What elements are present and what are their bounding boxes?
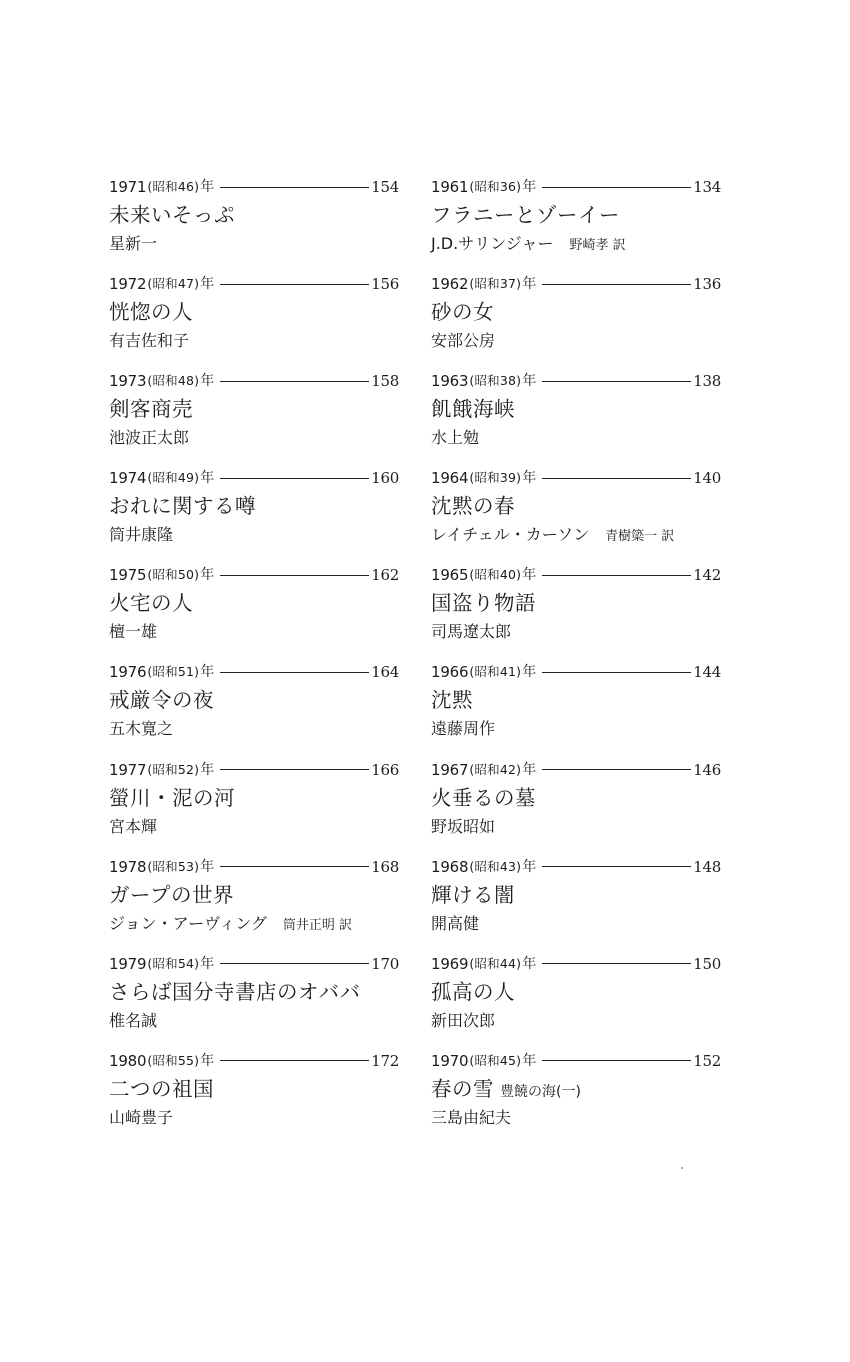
entry-year: 1964 xyxy=(431,469,469,488)
toc-entry[interactable] xyxy=(431,659,721,756)
entry-header xyxy=(431,465,721,491)
entry-nen: 年 xyxy=(522,567,537,584)
entry-nen: 年 xyxy=(522,1052,537,1069)
entry-translator: 筒井正明 訳 xyxy=(282,917,353,933)
entry-year: 1969 xyxy=(431,954,469,973)
entry-era: (昭和40) xyxy=(469,567,522,583)
toc-entry[interactable] xyxy=(109,368,399,465)
entry-page-number[interactable]: 148 xyxy=(693,857,721,876)
entry-year: 1962 xyxy=(431,275,469,294)
entry-nen: 年 xyxy=(200,664,215,681)
entry-author: レイチェル・カーソン xyxy=(431,525,590,545)
entry-author-row xyxy=(109,910,399,938)
leader-line xyxy=(220,866,369,867)
entry-header xyxy=(109,174,399,200)
entry-author-row xyxy=(109,715,399,743)
entry-header xyxy=(109,1048,399,1074)
entry-header xyxy=(431,271,721,297)
entry-title[interactable]: 砂の女 xyxy=(431,300,494,325)
toc-entry[interactable] xyxy=(431,368,721,465)
entry-title[interactable]: 孤高の人 xyxy=(431,979,515,1004)
entry-author-row xyxy=(431,715,721,743)
entry-author: 遠藤周作 xyxy=(431,719,496,739)
entry-page-number[interactable]: 172 xyxy=(371,1051,399,1070)
entry-era: (昭和49) xyxy=(147,470,200,486)
entry-author: 有吉佐和子 xyxy=(109,331,190,351)
toc-entry[interactable] xyxy=(109,174,399,271)
entry-nen: 年 xyxy=(200,761,215,778)
entry-header xyxy=(431,1048,721,1074)
entry-author: 野坂昭如 xyxy=(431,816,496,836)
entry-nen: 年 xyxy=(522,761,537,778)
leader-line xyxy=(542,381,691,382)
entry-nen: 年 xyxy=(200,179,215,195)
entry-title-row xyxy=(109,977,399,1007)
entry-page-number[interactable]: 166 xyxy=(371,760,399,779)
entry-year: 1968 xyxy=(431,857,469,876)
entry-header xyxy=(109,854,399,880)
entry-title[interactable]: 剣客商売 xyxy=(109,397,193,422)
entry-year: 1972 xyxy=(109,275,147,294)
entry-era: (昭和50) xyxy=(147,567,200,583)
entry-nen: 年 xyxy=(522,470,537,487)
entry-year: 1970 xyxy=(431,1051,469,1070)
speck-mark xyxy=(681,1167,683,1169)
toc-entry[interactable] xyxy=(431,271,721,368)
entry-title-row xyxy=(431,200,721,230)
entry-year: 1966 xyxy=(431,663,469,682)
entry-nen: 年 xyxy=(522,179,537,195)
entry-header xyxy=(431,951,721,977)
entry-era: (昭和55) xyxy=(147,1052,200,1068)
entry-nen: 年 xyxy=(200,276,215,293)
entry-author: ジョン・アーヴィング xyxy=(109,913,267,933)
entry-author: 池波正太郎 xyxy=(109,428,190,448)
entry-title-row xyxy=(109,880,399,910)
entry-nen: 年 xyxy=(200,373,215,390)
entry-author-row xyxy=(431,424,721,452)
entry-page-number[interactable]: 140 xyxy=(693,469,721,488)
entry-translator: 青樹簗一 訳 xyxy=(605,529,675,545)
toc-entry[interactable] xyxy=(431,174,721,271)
entry-title[interactable]: 戒厳令の夜 xyxy=(109,688,214,713)
entry-author-row xyxy=(109,1104,399,1132)
entry-header xyxy=(109,659,399,685)
leader-line xyxy=(220,284,369,285)
entry-title[interactable]: 春の雪 xyxy=(431,1076,494,1101)
toc-entry[interactable] xyxy=(109,562,399,659)
entry-header xyxy=(109,271,399,297)
entry-title-row xyxy=(431,491,721,521)
entry-page-number[interactable]: 144 xyxy=(693,663,721,682)
leader-line xyxy=(220,575,369,576)
leader-line xyxy=(542,769,691,770)
entry-title-row xyxy=(109,200,399,230)
toc-entry[interactable] xyxy=(431,951,721,1048)
entry-year: 1963 xyxy=(431,372,469,391)
entry-era: (昭和41) xyxy=(469,664,522,680)
entry-era: (昭和37) xyxy=(469,276,522,292)
entry-nen: 年 xyxy=(522,955,537,972)
leader-line xyxy=(220,381,369,382)
entry-nen: 年 xyxy=(522,858,537,875)
entry-page-number[interactable]: 156 xyxy=(371,275,399,294)
toc-entry[interactable] xyxy=(109,271,399,368)
entry-title-row xyxy=(431,880,721,910)
entry-year: 1979 xyxy=(109,954,147,973)
entry-author-row xyxy=(431,327,721,355)
entry-author: J.D.サリンジャー xyxy=(431,234,554,253)
entry-era: (昭和52) xyxy=(147,761,200,777)
entry-header xyxy=(109,368,399,394)
entry-title-row xyxy=(431,297,721,327)
entry-nen: 年 xyxy=(522,664,537,681)
entry-era: (昭和47) xyxy=(147,276,200,292)
entry-year: 1971 xyxy=(109,178,147,196)
entry-title[interactable]: 螢川・泥の河 xyxy=(109,785,235,810)
toc-entry[interactable] xyxy=(431,562,721,659)
entry-author-row xyxy=(431,618,721,646)
entry-page-number[interactable]: 154 xyxy=(371,178,399,196)
entry-author-row xyxy=(431,1007,721,1035)
entry-era: (昭和54) xyxy=(147,955,200,971)
entry-title-row xyxy=(109,1074,399,1104)
entry-author: 司馬遼太郎 xyxy=(431,622,512,642)
entry-title-row xyxy=(109,491,399,521)
entry-author: 五木寛之 xyxy=(109,719,174,739)
entry-author: 星新一 xyxy=(109,234,158,253)
entry-page-number[interactable]: 136 xyxy=(693,275,721,294)
entry-author-row xyxy=(431,910,721,938)
entry-year: 1965 xyxy=(431,566,469,585)
toc-column-right xyxy=(431,174,721,1145)
leader-line xyxy=(542,963,691,964)
entry-title[interactable]: フラニーとゾーイー xyxy=(431,203,620,227)
leader-line xyxy=(542,672,691,673)
entry-era: (昭和39) xyxy=(469,470,522,486)
entry-era: (昭和45) xyxy=(469,1052,522,1068)
entry-title[interactable]: 沈黙 xyxy=(431,688,473,713)
entry-year: 1980 xyxy=(109,1051,147,1070)
entry-nen: 年 xyxy=(200,955,215,972)
entry-title-row xyxy=(109,297,399,327)
leader-line xyxy=(542,1060,691,1061)
entry-title-row xyxy=(109,588,399,618)
toc-entry[interactable] xyxy=(431,465,721,562)
entry-author: 檀一雄 xyxy=(109,622,158,642)
entry-year: 1976 xyxy=(109,663,147,682)
toc-entry[interactable] xyxy=(109,951,399,1048)
entry-header xyxy=(431,368,721,394)
entry-year: 1977 xyxy=(109,760,147,779)
entry-author: 三島由紀夫 xyxy=(431,1107,512,1127)
entry-title[interactable]: おれに関する噂 xyxy=(109,494,256,519)
entry-title-row xyxy=(431,394,721,424)
entry-era: (昭和44) xyxy=(469,955,522,971)
entry-title-row xyxy=(431,783,721,813)
leader-line xyxy=(542,187,691,188)
entry-year: 1973 xyxy=(109,372,147,391)
leader-line xyxy=(220,963,369,964)
entry-author-row xyxy=(109,1007,399,1035)
entry-page-number[interactable]: 134 xyxy=(693,178,721,196)
entry-title[interactable]: 沈黙の春 xyxy=(431,494,515,519)
entry-era: (昭和38) xyxy=(469,373,522,389)
leader-line xyxy=(220,672,369,673)
toc-entry[interactable] xyxy=(431,854,721,951)
toc-entry[interactable] xyxy=(109,1048,399,1145)
entry-header xyxy=(109,562,399,588)
entry-author-row xyxy=(109,521,399,549)
entry-page-number[interactable]: 152 xyxy=(693,1051,721,1070)
entry-nen: 年 xyxy=(200,567,215,584)
entry-era: (昭和53) xyxy=(147,858,200,874)
entry-author-row xyxy=(109,230,399,258)
entry-nen: 年 xyxy=(522,373,537,390)
entry-nen: 年 xyxy=(200,470,215,487)
entry-nen: 年 xyxy=(200,858,215,875)
entry-era: (昭和46) xyxy=(147,179,200,194)
entry-nen: 年 xyxy=(200,1052,215,1069)
leader-line xyxy=(542,478,691,479)
entry-title-row xyxy=(431,1074,721,1104)
entry-page-number[interactable]: 164 xyxy=(371,663,399,682)
leader-line xyxy=(220,187,369,188)
entry-title[interactable]: 輝ける闇 xyxy=(431,882,515,907)
entry-era: (昭和43) xyxy=(469,858,522,874)
entry-title[interactable]: 火垂るの墓 xyxy=(431,785,536,810)
entry-year: 1978 xyxy=(109,857,147,876)
entry-header xyxy=(109,951,399,977)
entry-page-number[interactable]: 170 xyxy=(371,954,399,973)
entry-author: 山崎豊子 xyxy=(109,1107,174,1127)
entry-author: 新田次郎 xyxy=(431,1010,496,1030)
entry-title[interactable]: さらば国分寺書店のオババ xyxy=(109,979,361,1004)
entry-year: 1974 xyxy=(109,469,147,488)
leader-line xyxy=(220,769,369,770)
entry-author-row xyxy=(109,813,399,841)
entry-year: 1961 xyxy=(431,178,469,196)
entry-title-row xyxy=(431,685,721,715)
entry-title[interactable]: 飢餓海峡 xyxy=(431,397,515,422)
entry-header xyxy=(431,562,721,588)
entry-title[interactable]: ガープの世界 xyxy=(109,882,234,907)
entry-author: 宮本輝 xyxy=(109,816,158,836)
entry-translator: 野崎孝 訳 xyxy=(569,238,626,253)
entry-title[interactable]: 恍惚の人 xyxy=(109,300,193,325)
entry-title-row xyxy=(109,783,399,813)
leader-line xyxy=(542,866,691,867)
entry-subtitle: 豊饒の海(一) xyxy=(500,1083,581,1100)
entry-era: (昭和51) xyxy=(147,664,200,680)
entry-title-row xyxy=(109,394,399,424)
entry-page-number[interactable]: 160 xyxy=(371,469,399,488)
toc-entry[interactable] xyxy=(109,854,399,951)
entry-page-number[interactable]: 142 xyxy=(693,566,721,585)
entry-author: 安部公房 xyxy=(431,331,496,351)
leader-line xyxy=(220,478,369,479)
entry-title[interactable]: 火宅の人 xyxy=(109,591,193,616)
entry-author: 開高健 xyxy=(431,913,480,933)
entry-author-row xyxy=(109,327,399,355)
entry-era: (昭和42) xyxy=(469,761,522,777)
toc-entry[interactable] xyxy=(109,757,399,854)
entry-year: 1967 xyxy=(431,760,469,779)
entry-author-row xyxy=(431,521,721,549)
entry-header xyxy=(109,757,399,783)
entry-author-row xyxy=(431,1104,721,1132)
entry-header xyxy=(431,854,721,880)
entry-title[interactable]: 未来いそっぷ xyxy=(109,203,235,227)
entry-header xyxy=(109,465,399,491)
entry-title-row xyxy=(431,588,721,618)
entry-author: 水上勉 xyxy=(431,428,480,448)
entry-era: (昭和36) xyxy=(469,179,522,194)
entry-title-row xyxy=(431,977,721,1007)
entry-era: (昭和48) xyxy=(147,373,200,389)
entry-title[interactable]: 国盗り物語 xyxy=(431,591,536,616)
entry-page-number[interactable]: 158 xyxy=(371,372,399,391)
entry-page-number[interactable]: 162 xyxy=(371,566,399,585)
leader-line xyxy=(542,575,691,576)
toc-entry[interactable] xyxy=(109,465,399,562)
entry-title[interactable]: 二つの祖国 xyxy=(109,1076,214,1101)
entry-header xyxy=(431,757,721,783)
entry-author: 筒井康隆 xyxy=(109,525,174,545)
entry-author-row xyxy=(109,618,399,646)
entry-header xyxy=(431,174,721,200)
entry-header xyxy=(431,659,721,685)
toc-entry[interactable] xyxy=(431,757,721,854)
leader-line xyxy=(542,284,691,285)
entry-page-number[interactable]: 168 xyxy=(371,857,399,876)
leader-line xyxy=(220,1060,369,1061)
toc-entry[interactable] xyxy=(431,1048,721,1145)
entry-page-number[interactable]: 150 xyxy=(693,954,721,973)
entry-page-number[interactable]: 146 xyxy=(693,760,721,779)
toc-entry[interactable] xyxy=(109,659,399,756)
entry-author-row xyxy=(431,813,721,841)
entry-page-number[interactable]: 138 xyxy=(693,372,721,391)
entry-year: 1975 xyxy=(109,566,147,585)
entry-author: 椎名誠 xyxy=(109,1010,158,1030)
toc-column-left xyxy=(109,174,399,1145)
entry-author-row xyxy=(109,424,399,452)
entry-title-row xyxy=(109,685,399,715)
entry-nen: 年 xyxy=(522,276,537,293)
entry-author-row xyxy=(431,230,721,258)
